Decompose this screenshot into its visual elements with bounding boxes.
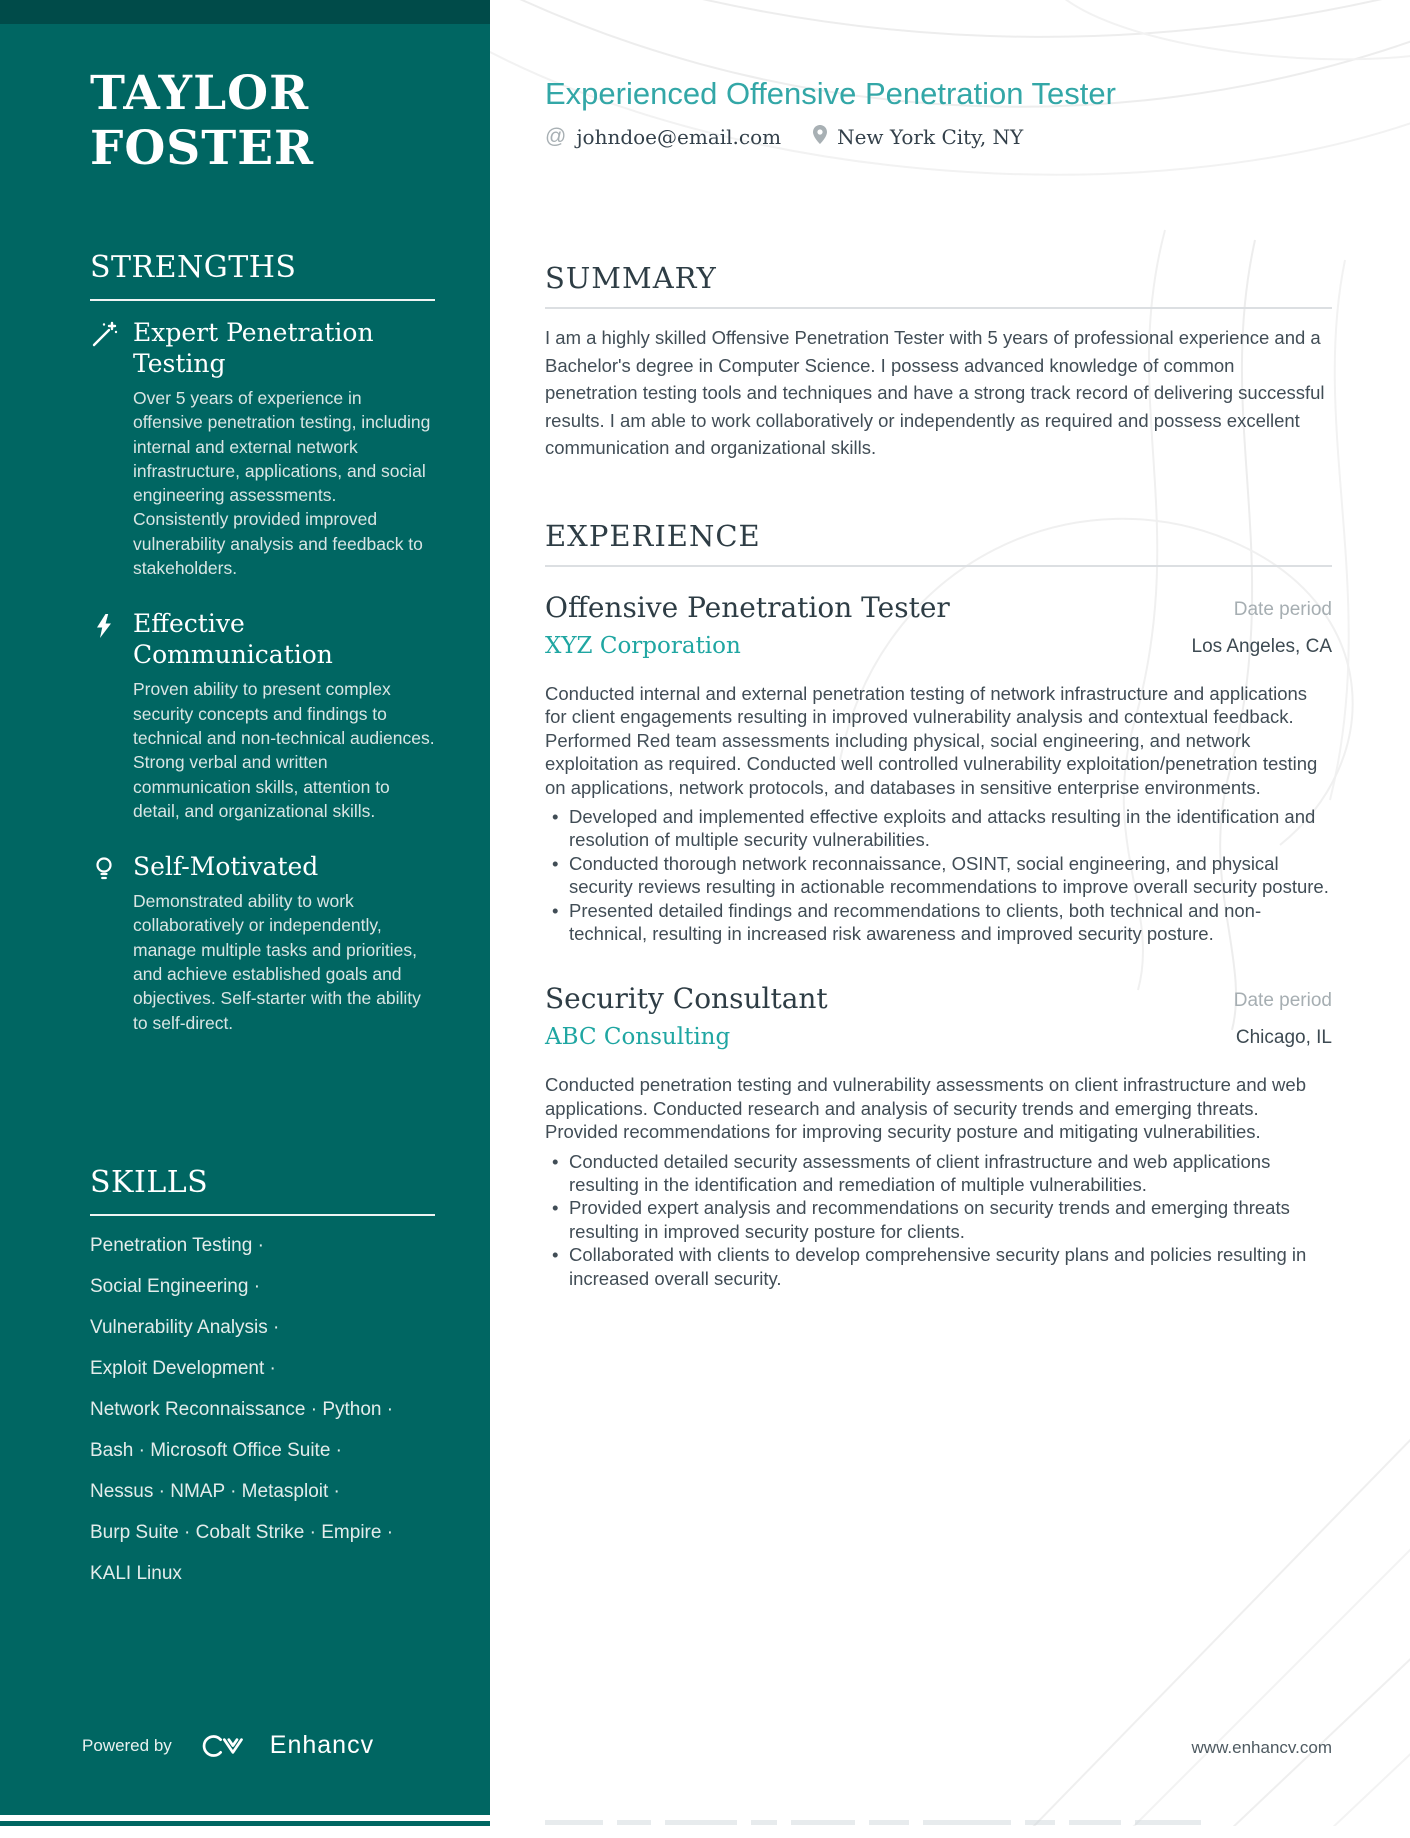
job-header [545, 981, 1332, 1053]
skills-title: SKILLS [90, 1165, 435, 1216]
job-header-left [545, 981, 828, 1052]
skills-list [90, 1236, 435, 1584]
skills-line: KALI Linux [90, 1563, 182, 1584]
job-bullet: • Collaborated with clients to develop comprehensive security plans and policies resulting in increased overall security. [545, 1243, 1332, 1290]
job-entry [545, 590, 1332, 945]
job-company: ABC Consulting [545, 1024, 731, 1051]
strengths-title: STRENGTHS [90, 250, 435, 301]
skills-line: Bash · Microsoft Office Suite · [90, 1440, 343, 1461]
candidate-last-name: FOSTER [90, 121, 315, 176]
summary-section [545, 261, 1332, 462]
job-date-period: Date period [1233, 990, 1332, 1012]
job-header [545, 590, 1332, 662]
skills-line: Exploit Development · [90, 1358, 276, 1379]
next-page-text-ghost [545, 1820, 1345, 1826]
summary-title: SUMMARY [545, 261, 1332, 309]
skills-line: Nessus · NMAP · Metasploit · [90, 1481, 340, 1502]
enhancv-url-link[interactable]: www.enhancv.com [1191, 1738, 1332, 1757]
job-bullet: • Conducted detailed security assessments of client infrastructure and web applications resulting in the identification and remediation of multiple vulnerabilities. [545, 1150, 1332, 1197]
contact-row [545, 125, 1332, 149]
headline-title: Experienced Offensive Penetration Tester [545, 76, 1116, 111]
powered-by-footer[interactable] [82, 1731, 374, 1760]
jobs-list [545, 590, 1332, 1290]
location-text: New York City, NY [837, 125, 1024, 149]
powered-by-label: Powered by [82, 1735, 172, 1755]
experience-title: EXPERIENCE [545, 519, 1332, 567]
enhancv-wordmark: Enhancv [269, 1731, 375, 1759]
strengths-section [90, 250, 435, 1063]
summary-text: I am a highly skilled Offensive Penetration Tester with 5 years of professional experience and a Bachelor's degree in Computer Science. I possess advanced knowledge of common penetration testing tools and techniques and have a strong track record of delivering successful results. I am able to work collaboratively or independently as required and possess excellent communication and organizational skills. [545, 327, 1325, 459]
site-url [545, 1738, 1332, 1758]
strength-text: Over 5 years of experience in offensive penetration testing, including internal and external network infrastructure, applications, and social engineering assessments. Consistently provided improved vulnerability analysis and feedback to stakeholders. [133, 388, 431, 579]
sidebar [0, 0, 490, 1815]
strength-body [133, 317, 435, 580]
job-bullet: • Provided expert analysis and recommendations on security trends and emerging threats resulting in improved security posture for clients. [545, 1196, 1332, 1243]
skills-line: Penetration Testing · [90, 1235, 264, 1256]
strength-title: Self-Motivated [133, 852, 319, 882]
job-description: Conducted penetration testing and vulnerability assessments on client infrastructure and web applications. Conducted research and analysis of security trends and emerging threats. Provided recommendations for improving security posture and mitigating vulnerabilities. [545, 1074, 1306, 1143]
skills-line: Network Reconnaissance · Python · [90, 1399, 394, 1420]
strengths-list [90, 317, 435, 1035]
skills-section [90, 1165, 435, 1605]
next-page-sidebar-sliver [0, 1821, 490, 1826]
main-column [545, 0, 1332, 1290]
job-location: Chicago, IL [1235, 1027, 1332, 1049]
strength-item [90, 851, 435, 1035]
job-bullets [545, 805, 1332, 945]
job-entry [545, 981, 1332, 1290]
skills-line: Vulnerability Analysis · [90, 1317, 280, 1338]
job-bullet: • Developed and implemented effective exploits and attacks resulting in the identification and resolution of multiple security vulnerabilities. [545, 805, 1332, 852]
job-date-period: Date period [1233, 598, 1332, 620]
job-header-right [1192, 590, 1332, 662]
location-pin-icon [813, 125, 827, 149]
job-role: Offensive Penetration Tester [545, 590, 950, 624]
strength-item [90, 608, 435, 823]
job-bullets [545, 1150, 1332, 1290]
strength-title: Expert Penetration Testing [133, 318, 374, 378]
lightbulb-icon [90, 855, 118, 883]
strength-body [133, 608, 435, 823]
lightning-bolt-icon [90, 612, 118, 640]
job-bullet: • Presented detailed findings and recommendations to clients, both technical and non-technical, resulting in increased risk awareness and improved security posture. [545, 899, 1332, 946]
job-header-right [1234, 981, 1332, 1053]
experience-section [545, 519, 1332, 1290]
candidate-first-name: TAYLOR [90, 66, 310, 121]
strength-text: Proven ability to present complex security concepts and findings to technical and non-technical audiences. Strong verbal and written communication skills, attention to detail, and organizational skills. [133, 679, 435, 821]
strength-title: Effective Communication [133, 609, 333, 670]
strength-text: Demonstrated ability to work collaboratively or independently, manage multiple tasks and priorities, and achieve established goals and objectives. Self-starter with the ability to self-direct. [133, 891, 421, 1033]
skills-line: Social Engineering · [90, 1276, 261, 1297]
job-header-left [545, 590, 950, 661]
email-at-icon: @ [545, 125, 567, 148]
skills-line: Burp Suite · Cobalt Strike · Empire · [90, 1522, 394, 1543]
job-location: Los Angeles, CA [1191, 635, 1332, 657]
candidate-name [90, 66, 314, 176]
job-company: XYZ Corporation [545, 632, 741, 659]
job-role: Security Consultant [545, 982, 828, 1016]
job-description: Conducted internal and external penetration testing of network infrastructure and applications for client engagements resulting in improved vulnerability analysis and contextual feedback. Performed Red team assessments including physical, social engineering, and network exploitation as required. Conducted well controlled vulnerability exploitation/penetration testing on applications, network protocols, and databases in sensitive enterprise environments. [545, 682, 1318, 798]
email-link[interactable]: johndoe@email.com [576, 125, 782, 149]
job-bullet: • Conducted thorough network reconnaissance, OSINT, social engineering, and physical security reviews resulting in actionable recommendations to improve overall security posture. [545, 852, 1332, 899]
sidebar-top-band [0, 0, 490, 24]
magic-wand-icon [90, 321, 118, 349]
strength-body [133, 851, 435, 1035]
enhancv-logo-icon [198, 1732, 256, 1760]
strength-item [90, 317, 435, 580]
